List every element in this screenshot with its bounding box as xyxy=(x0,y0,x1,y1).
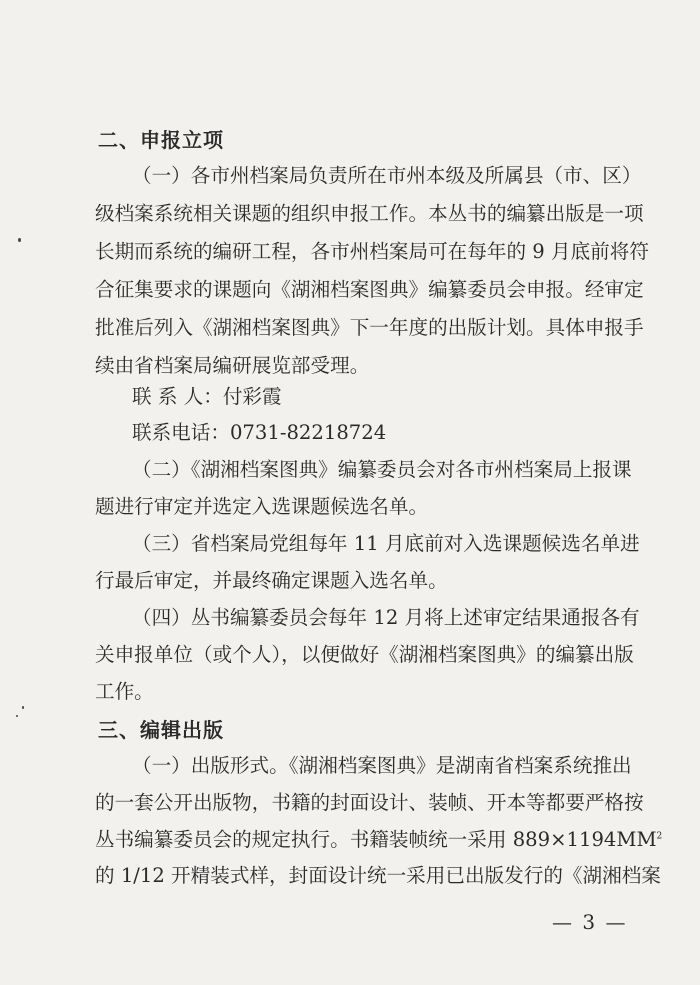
contact-phone: 联系电话：0731-82218724 xyxy=(132,421,387,444)
section-heading-editing: 三、编辑出版 xyxy=(98,718,224,742)
paragraph-line: 合征集要求的课题向《湖湘档案图典》编纂委员会申报。经审定 xyxy=(95,278,644,301)
contact-person: 联 系 人：付彩霞 xyxy=(132,385,282,408)
paragraph-line: （四）丛书编纂委员会每年 12 月将上述审定结果通报各有 xyxy=(132,606,640,629)
paragraph-line: 的 1/12 开精装式样，封面设计统一采用已出版发行的《湖湘档案 xyxy=(95,864,661,887)
paragraph-line-text: 丛书编纂委员会的规定执行。书籍装帧统一采用 889×1194MM xyxy=(95,828,657,851)
scan-speck xyxy=(18,238,21,242)
paragraph-line: 级档案系统相关课题的组织申报工作。本丛书的编纂出版是一项 xyxy=(95,202,644,225)
scan-speck xyxy=(16,715,18,717)
paragraph-line: 题进行审定并选定入选课题候选名单。 xyxy=(95,495,429,518)
section-heading-application: 二、申报立项 xyxy=(98,128,224,152)
paragraph-line: （一）各市州档案局负责所在市州本级及所属县（市、区） xyxy=(132,164,642,187)
paragraph-line: 的一套公开出版物，书籍的封面设计、装帧、开本等都要严格按 xyxy=(95,791,644,814)
paragraph-line: （二）《湖湘档案图典》编纂委员会对各市州档案局上报课 xyxy=(132,458,632,481)
paragraph-line xyxy=(95,828,663,852)
paragraph-line: 工作。 xyxy=(95,680,154,703)
superscript-squared: 2 xyxy=(656,831,663,842)
scan-speck xyxy=(22,706,24,709)
paragraph-line: 批准后列入《湖湘档案图典》下一年度的出版计划。具体申报手 xyxy=(95,316,644,339)
paragraph-line: 续由省档案局编研展览部受理。 xyxy=(95,354,370,377)
page-number: — 3 — xyxy=(552,910,628,934)
paragraph-line: 行最后审定，并最终确定课题入选名单。 xyxy=(95,569,448,592)
paragraph-line: （三）省档案局党组每年 11 月底前对入选课题候选名单进 xyxy=(132,532,640,555)
paragraph-line: 关申报单位（或个人），以便做好《湖湘档案图典》的编纂出版 xyxy=(95,643,634,666)
paragraph-line: 长期而系统的编研工程，各市州档案局可在每年的 9 月底前将符 xyxy=(95,240,649,263)
paragraph-line: （一）出版形式。《湖湘档案图典》是湖南省档案系统推出 xyxy=(132,754,632,777)
